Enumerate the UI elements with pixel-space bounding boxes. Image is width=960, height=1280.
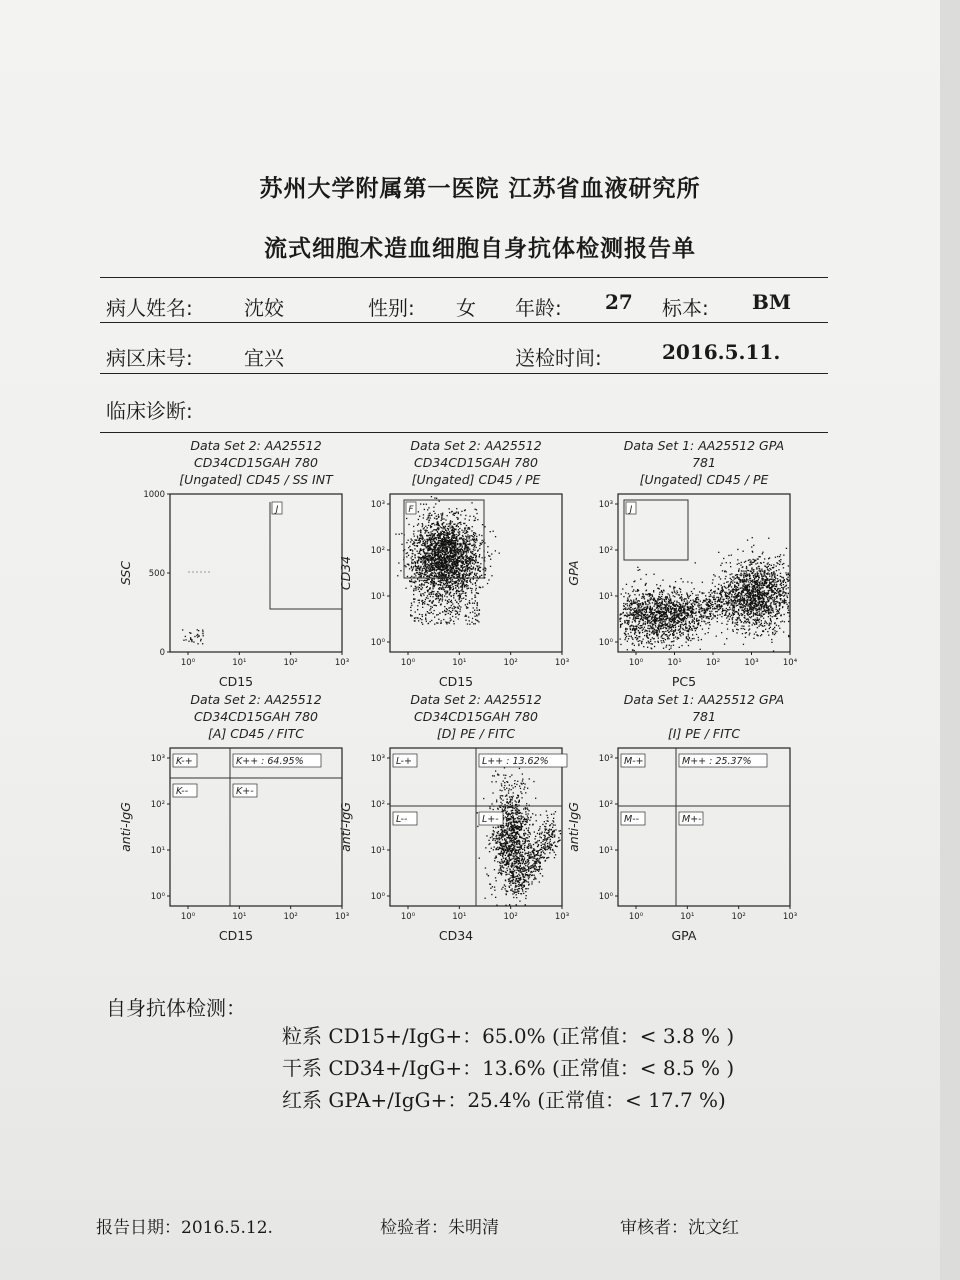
quadrant-label: M+-	[682, 814, 702, 825]
submit-time-value: 2016.5.11.	[662, 340, 781, 364]
plot-panel	[118, 438, 349, 689]
x-tick-label: 10³	[554, 912, 570, 922]
x-tick-label: 10¹	[452, 912, 467, 922]
y-tick-label: 10¹	[598, 846, 613, 856]
specimen-label: 标本:	[662, 296, 709, 320]
x-tick-label: 10³	[334, 658, 350, 668]
y-tick-label: 10¹	[370, 592, 385, 602]
y-tick-label: 10⁰	[370, 892, 385, 902]
x-axis-label: CD15	[218, 674, 254, 689]
plot-title: [Ungated] CD45 / SS INT	[179, 472, 333, 487]
y-axis-label: SSC	[118, 560, 133, 586]
y-tick-label: 10⁰	[598, 892, 613, 902]
quadrant-label: M--	[624, 814, 640, 825]
x-tick-label: 10³	[554, 658, 570, 668]
y-tick-label: 0	[159, 648, 165, 658]
specimen-value: BM	[752, 290, 792, 314]
y-tick-label: 10¹	[370, 846, 385, 856]
row2-rule	[100, 373, 828, 374]
x-tick-label: 10⁰	[400, 658, 416, 668]
x-tick-label: 10⁰	[400, 912, 416, 922]
x-tick-label: 10¹	[680, 912, 695, 922]
quadrant-label: K++ : 64.95%	[236, 756, 304, 767]
results-heading: 自身抗体检测：	[106, 996, 246, 1020]
examiner: 检验者：朱明清	[380, 1218, 499, 1238]
y-tick-label: 10³	[370, 754, 385, 764]
plot-title: CD34CD15GAH 780	[414, 455, 538, 470]
x-axis-label: GPA	[671, 928, 697, 943]
scatter-points	[477, 757, 561, 906]
ghost-text	[300, 140, 309, 165]
plot-title: [Ungated] CD45 / PE	[639, 472, 769, 487]
x-tick-label: 10¹	[452, 658, 467, 668]
y-tick-label: 10⁰	[598, 638, 613, 648]
sex-label: 性别:	[368, 296, 415, 320]
hospital-title: 苏州大学附属第一医院 江苏省血液研究所	[259, 175, 701, 202]
name-value: 沈姣	[244, 296, 284, 320]
quadrant-label: L-+	[396, 756, 412, 767]
y-axis-label: anti-IgG	[118, 802, 133, 852]
quadrant-label: K+-	[236, 786, 254, 797]
y-tick-label: 10¹	[598, 592, 613, 602]
x-tick-label: 10³	[744, 658, 759, 668]
plot-panel	[566, 438, 798, 689]
plot-panel	[338, 692, 569, 943]
y-tick-label: 10²	[370, 800, 385, 810]
plot-title: Data Set 2: AA25512	[190, 692, 322, 707]
quadrant-label: K--	[176, 786, 189, 797]
quadrant-label: M++ : 25.37%	[682, 756, 752, 767]
x-axis-label: PC5	[671, 674, 697, 689]
y-tick-label: 10²	[150, 800, 165, 810]
report-date: 报告日期：2016.5.12.	[96, 1218, 273, 1238]
y-tick-label: 10³	[150, 754, 165, 764]
x-tick-label: 10⁰	[180, 658, 196, 668]
plot-title: CD34CD15GAH 780	[194, 455, 318, 470]
y-tick-label: 10²	[370, 546, 385, 556]
x-tick-label: 10¹	[667, 658, 682, 668]
gate-label: F	[408, 505, 414, 515]
plot-title: CD34CD15GAH 780	[194, 709, 318, 724]
x-tick-label: 10³	[782, 912, 798, 922]
diagnosis-label: 临床诊断:	[106, 399, 193, 423]
y-tick-label: 500	[148, 569, 165, 579]
x-axis-label: CD34	[438, 928, 474, 943]
plot-title: [A] CD45 / FITC	[208, 726, 304, 741]
header-rule	[100, 277, 828, 278]
y-tick-label: 10²	[598, 800, 613, 810]
row1-rule	[100, 322, 828, 323]
x-tick-label: 10²	[503, 658, 518, 668]
submit-time-label: 送检时间:	[515, 346, 602, 370]
quadrant-label: K-+	[176, 756, 193, 767]
gate-line	[270, 502, 342, 609]
y-axis-label: CD34	[338, 555, 353, 591]
plot-panel	[338, 438, 569, 689]
plot-panel	[118, 692, 349, 943]
plot-title: 781	[692, 455, 716, 470]
x-tick-label: 10¹	[232, 658, 247, 668]
plot-title: 781	[692, 709, 716, 724]
x-tick-label: 10⁰	[180, 912, 196, 922]
age-value: 27	[605, 290, 633, 314]
plot-frame	[618, 748, 790, 906]
quadrant-label: L+-	[482, 814, 499, 825]
y-tick-label: 1000	[143, 490, 165, 500]
plot-title: [I] PE / FITC	[667, 726, 741, 741]
x-tick-label: 10⁰	[628, 658, 644, 668]
result-line-gpa: 红系 GPA+/IgG+：25.4% (正常值：< 17.7 %)	[282, 1088, 726, 1112]
x-axis-label: CD15	[438, 674, 474, 689]
x-tick-label: 10²	[705, 658, 721, 668]
x-tick-label: 10¹	[232, 912, 247, 922]
ward-label: 病区床号:	[106, 346, 193, 370]
x-tick-label: 10²	[503, 912, 518, 922]
y-tick-label: 10³	[370, 500, 385, 510]
y-tick-label: 10⁰	[150, 892, 165, 902]
x-tick-label: 10³	[334, 912, 350, 922]
plot-title: [Ungated] CD45 / PE	[411, 472, 541, 487]
y-tick-label: 10⁰	[370, 638, 385, 648]
x-tick-label: 10²	[283, 912, 298, 922]
quadrant-label: M-+	[624, 756, 644, 767]
plot-title: Data Set 1: AA25512 GPA	[623, 438, 785, 453]
x-tick-label: 10⁴	[782, 658, 798, 668]
y-axis-label: anti-IgG	[338, 802, 353, 852]
plot-title: [D] PE / FITC	[436, 726, 516, 741]
flow-cytometry-plots	[100, 432, 830, 972]
plot-title: Data Set 1: AA25512 GPA	[623, 692, 785, 707]
plot-title: Data Set 2: AA25512	[410, 438, 542, 453]
plot-title: Data Set 2: AA25512	[410, 692, 542, 707]
x-tick-label: 10²	[731, 912, 746, 922]
y-tick-label: 10²	[598, 546, 613, 556]
name-label: 病人姓名:	[106, 296, 193, 320]
x-axis-label: CD15	[218, 928, 254, 943]
gate-label: J	[629, 505, 633, 515]
ward-value: 宜兴	[244, 346, 284, 370]
plot-frame	[170, 494, 342, 652]
gate-label: J	[275, 505, 279, 515]
y-tick-label: 10¹	[150, 846, 165, 856]
plot-frame	[170, 748, 342, 906]
quadrant-label: L++ : 13.62%	[482, 756, 549, 767]
y-tick-label: 10³	[598, 754, 613, 764]
plot-title: CD34CD15GAH 780	[414, 709, 538, 724]
scatter-points	[619, 537, 790, 652]
x-tick-label: 10²	[283, 658, 298, 668]
y-axis-label: GPA	[566, 560, 581, 586]
report-title: 流式细胞术造血细胞自身抗体检测报告单	[264, 235, 696, 262]
sex-value: 女	[456, 296, 476, 320]
scatter-points	[182, 629, 204, 644]
reviewer: 审核者：沈文红	[620, 1218, 739, 1238]
x-tick-label: 10⁰	[628, 912, 644, 922]
result-line-cd34: 干系 CD34+/IgG+：13.6% (正常值：< 8.5 % )	[282, 1056, 735, 1080]
quadrant-label: L--	[396, 814, 408, 825]
y-axis-label: anti-IgG	[566, 802, 581, 852]
age-label: 年龄:	[515, 296, 562, 320]
plot-panel	[566, 692, 797, 943]
result-line-cd15: 粒系 CD15+/IgG+：65.0% (正常值：< 3.8 % )	[282, 1024, 735, 1048]
y-tick-label: 10³	[598, 500, 613, 510]
plot-title: Data Set 2: AA25512	[190, 438, 322, 453]
